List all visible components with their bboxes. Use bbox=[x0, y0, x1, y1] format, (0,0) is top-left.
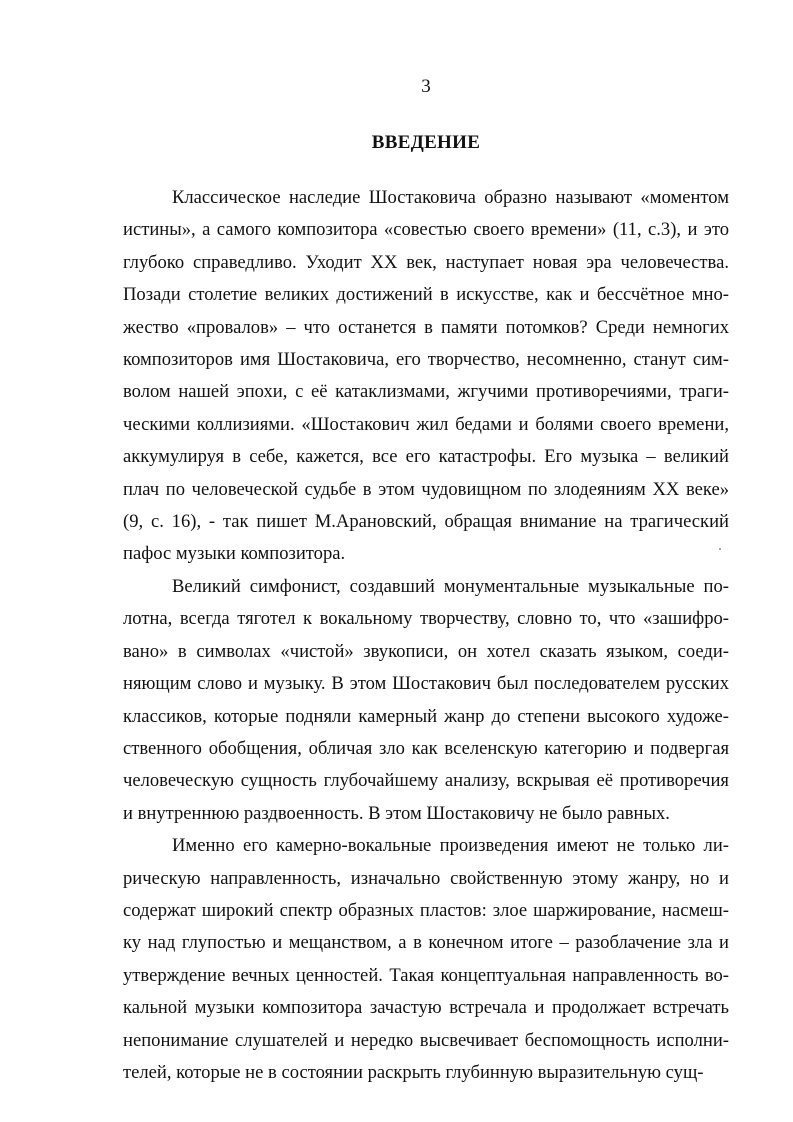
paragraph: Великий симфонист, создавший монументальные музыкальные полотна, всегда тяготел к вокальному творчеству, словно то, что «зашифровано» в символах «чистой» звукописи, он хотел сказать языком, соединяющим слово и музыку. В этом Шостакович был последователем русских классиков, которые подняли камерный жанр до степени высокого художественного обобщения, обличая зло как вселенскую категорию и подвергая человеческую сущность глубочайшему анализу, вскрывая её противоречия и внутреннюю раздвоенность. В этом Шостаковичу не было равных. bbox=[123, 575, 729, 824]
scan-speck bbox=[719, 548, 721, 550]
body-text bbox=[123, 182, 729, 1089]
paragraph: Классическое наследие Шостаковича образно называют «моментом истины», а самого композитора «совестью своего времени» (11, с.3), и это глубоко справедливо. Уходит XX век, наступает новая эра человечества. Позади столетие великих достижений в искусстве, как и бессчётное множество «провалов» – что останется в памяти потомков? Среди немногих композиторов имя Шостаковича, его творчество, несомненно, станут символом нашей эпохи, с её катаклизмами, жгучими противоречиями, трагическими коллизиями. «Шостакович жил бедами и болями своего времени, аккумулируя в себе, кажется, все его катастрофы. Его музыка – великий плач по человеческой судьбе в этом чудовищном по злодеяниям XX веке» (9, с. 16), - так пишет М.Арановский, обращая внимание на трагический пафос музыки композитора. bbox=[123, 187, 729, 565]
paragraph: Именно его камерно-вокальные произведения имеют не только лирическую направленность, изначально свойственную этому жанру, но и содержат широкий спектр образных пластов: злое шаржирование, насмешку над глупостью и мещанством, а в конечном итоге – разоблачение зла и утверждение вечных ценностей. Такая концептуальная направленность вокальной музыки композитора зачастую встречала и продолжает встречать непонимание слушателей и нередко высвечивает беспомощность исполнителей, которые не в состоянии раскрыть глубинную выразительную сущ- bbox=[123, 835, 729, 1083]
section-title: ВВЕДЕНИЕ bbox=[371, 132, 481, 153]
page-number: 3 bbox=[421, 76, 431, 97]
